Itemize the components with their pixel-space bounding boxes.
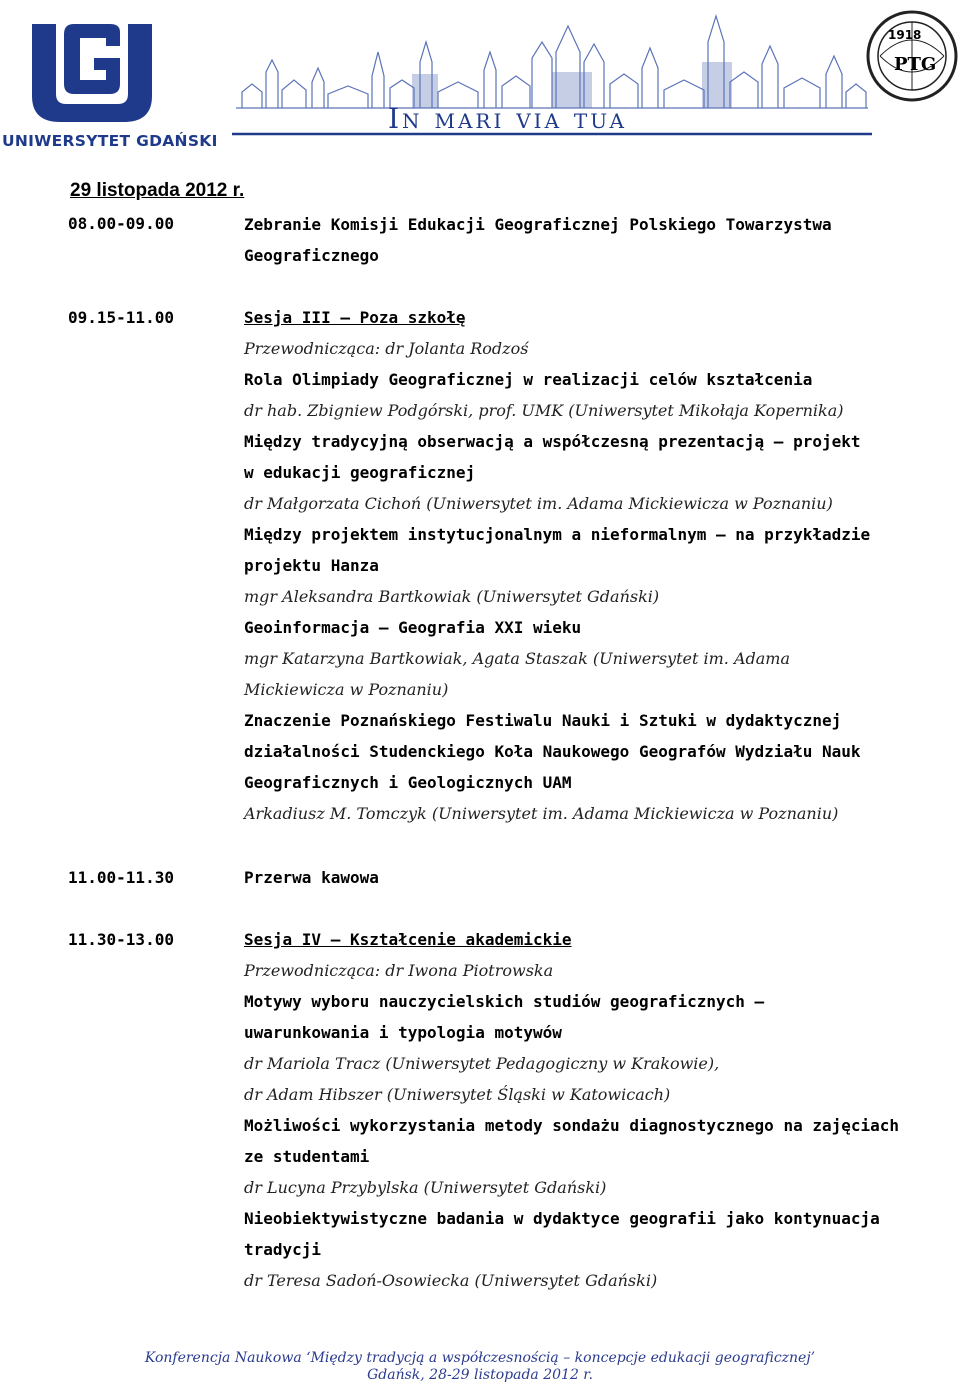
university-name: UNIWERSYTET GDAŃSKI: [2, 132, 218, 150]
slot-1-title-line-1: Zebranie Komisji Edukacji Geograficznej Polskiego Towarzystwa: [244, 215, 832, 234]
talk-title: Między tradycyjną obserwacją a współczesną prezentacją – projekt: [244, 432, 861, 451]
talk-title: projektu Hanza: [244, 556, 379, 575]
schedule-date: 29 listopada 2012 r.: [70, 180, 245, 201]
talk-title: w edukacji geograficznej: [244, 463, 476, 482]
time-slot-4: 11.30-13.00: [68, 930, 174, 949]
talk-author: dr Lucyna Przybylska (Uniwersytet Gdański): [244, 1178, 607, 1197]
page-header: [0, 0, 960, 160]
seal-monogram: PTG: [894, 54, 937, 75]
talk-title: Nieobiektywistyczne badania w dydaktyce geografii jako kontynuacja: [244, 1209, 880, 1228]
slot-1-title-line-2: Geograficznego: [244, 246, 379, 265]
time-slot-3: 11.00-11.30: [68, 868, 174, 887]
session-3-chair: Przewodnicząca: dr Jolanta Rodzoś: [244, 339, 529, 358]
talk-author: Mickiewicza w Poznaniu): [244, 680, 449, 699]
footer-conference-title: Konferencja Naukowa ‘Między tradycją a współczesnością – koncepcje edukacji geograficznej’: [144, 1350, 816, 1366]
talk-title: Geograficznych i Geologicznych UAM: [244, 773, 572, 792]
talk-title: Znaczenie Poznańskiego Festiwalu Nauki i Sztuki w dydaktycznej: [244, 711, 842, 730]
talk-author: dr Mariola Tracz (Uniwersytet Pedagogiczny w Krakowie),: [244, 1054, 720, 1073]
talk-title: Między projektem instytucjonalnym a nieformalnym – na przykładzie: [244, 525, 871, 544]
talk-author: dr Teresa Sadoń-Osowiecka (Uniwersytet Gdański): [244, 1271, 658, 1290]
seal-year: 1918: [888, 28, 922, 42]
talk-title: działalności Studenckiego Koła Naukowego Geografów Wydziału Nauk: [244, 742, 861, 761]
talk-title: uwarunkowania i typologia motywów: [244, 1023, 562, 1042]
talk-title: Możliwości wykorzystania metody sondażu diagnostycznego na zajęciach: [244, 1116, 900, 1135]
talk-title: Rola Olimpiady Geograficznej w realizacji celów kształcenia: [244, 370, 813, 389]
session-4-title: Sesja IV – Kształcenie akademickie: [244, 930, 572, 949]
talk-author: mgr Katarzyna Bartkowiak, Agata Staszak (Uniwersytet im. Adama: [244, 649, 790, 668]
footer-date-place: Gdańsk, 28-29 listopada 2012 r.: [367, 1367, 593, 1383]
talk-author: Arkadiusz M. Tomczyk (Uniwersytet im. Adama Mickiewicza w Poznaniu): [244, 804, 839, 823]
talk-title: Motywy wyboru nauczycielskich studiów geograficznych –: [244, 992, 765, 1011]
talk-author: dr Małgorzata Cichoń (Uniwersytet im. Adama Mickiewicza w Poznaniu): [244, 494, 833, 513]
talk-title: ze studentami: [244, 1147, 370, 1166]
talk-author: dr Adam Hibszer (Uniwersytet Śląski w Katowicach): [244, 1085, 671, 1104]
session-4-chair: Przewodnicząca: dr Iwona Piotrowska: [244, 961, 554, 980]
talk-author: dr hab. Zbigniew Podgórski, prof. UMK (Uniwersytet Mikołaja Kopernika): [244, 401, 844, 420]
ptg-seal-logo: [866, 4, 958, 108]
talk-title: Geoinformacja – Geografia XXI wieku: [244, 618, 582, 637]
talk-title: tradycji: [244, 1240, 322, 1259]
coffee-break: Przerwa kawowa: [244, 868, 379, 887]
time-slot-1: 08.00-09.00: [68, 214, 174, 233]
time-slot-2: 09.15-11.00: [68, 308, 174, 327]
session-3-title: Sesja III – Poza szkołę: [244, 308, 466, 327]
motto: In mari via tua: [388, 102, 627, 135]
talk-author: mgr Aleksandra Bartkowiak (Uniwersytet Gdański): [244, 587, 660, 606]
